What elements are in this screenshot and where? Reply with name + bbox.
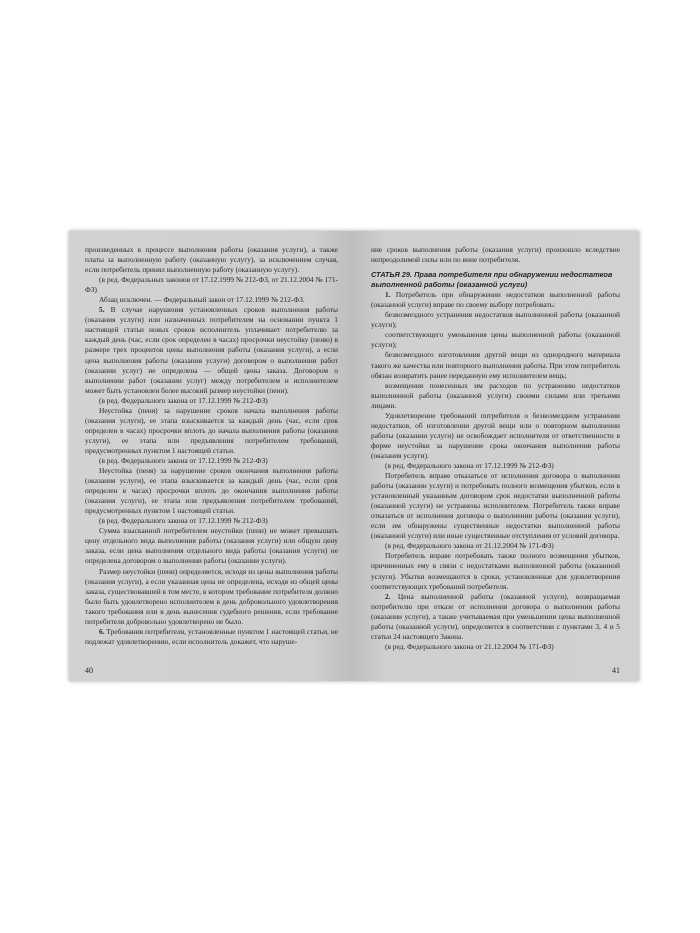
paragraph: безвозмездного устранения недостатков выполненной работы (оказанной услуги); (371, 310, 620, 330)
right-page-number: 41 (612, 665, 620, 675)
paragraph: Размер неустойки (пени) определяется, исходя из цены выполнения работы (оказания услуги), а если указанная цена не определена, исходя из общей цены заказа, существовавшей в том месте, в котором требование потребителя должно было быть удовлетворено исполнителем в день добровольного удовлетворения такого требования или в день вынесения судебного решения, если требование потребителя добровольно удовлетворено не было. (85, 566, 338, 626)
paragraph: Абзац исключен. — Федеральный закон от 17.12.1999 № 212-ФЗ. (99, 295, 305, 305)
left-page-text (85, 245, 338, 647)
paragraph: (в ред. Федеральных законов от 17.12.1999 № 212-ФЗ, от 21.12.2004 № 171-ФЗ) (85, 275, 338, 295)
clause-number: 2. (385, 591, 391, 601)
paragraph-text: Потребитель при обнаружении недостатков выполненной работы (оказанной услуги) вправе по своему выбору потребовать: (371, 290, 620, 310)
article-heading: СТАТЬЯ 29. Права потребителя при обнаружении недостатков выполненной работы (оказанной услуги) (371, 270, 613, 290)
clause-number: 1. (385, 290, 391, 300)
paragraph: соответствующего уменьшения цены выполненной работы (оказанной услуги); (371, 330, 620, 350)
paragraph (371, 592, 620, 642)
paragraph: (в ред. Федерального закона от 17.12.1999 № 212-ФЗ) (99, 395, 268, 405)
book-spread (69, 231, 639, 681)
paragraph-text: Требования потребителя, установленные пунктом 1 настоящей статьи, не подлежат удовлетворению, если исполнитель докажет, что наруше- (85, 626, 338, 646)
paragraph: ние сроков выполнения работы (оказания услуги) произошло вследствие непреодолимой силы или по вине потребителя. (371, 245, 620, 265)
paragraph (371, 290, 620, 310)
paragraph: Удовлетворение требований потребителя о безвозмездном устранении недостатков, об изготовлении другой вещи или о повторном выполнении работы (оказании услуги) не освобождает исполнителя от ответственности в форме неустойки за нарушение срока окончания выполнения работы (оказания услуги). (371, 410, 620, 460)
right-page-text (371, 245, 620, 652)
paragraph: (в ред. Федерального закона от 21.12.2004 № 171-ФЗ) (385, 541, 554, 551)
paragraph (85, 627, 338, 647)
left-page-number: 40 (85, 665, 93, 675)
left-page (69, 231, 354, 681)
paragraph: Сумма взысканной потребителем неустойки (пени) не может превышать цену отдельного вида выполнения работы (оказания услуги) или общую цену заказа, если цена выполнения отдельного вида работы (оказания услуги) не определена договором о выполнении работы (оказании услуги). (85, 526, 338, 566)
paragraph: (в ред. Федерального закона от 17.12.1999 № 212-ФЗ) (99, 455, 268, 465)
paragraph: Потребитель вправе отказаться от исполнения договора о выполнении работы (оказании услуги) и потребовать полного возмещения убытков, если в установленный указанным договором срок недостатки выполненной работы (оказанной услуги) не устранены исполнителем. Потребитель также вправе отказаться от исполнения договора о выполнении работы (оказании услуги), если им обнаружены существенные недостатки выполненной работы (оказанной услуги) или иные существенные отступления от условий договора. (371, 471, 620, 541)
paragraph-text: В случае нарушения установленных сроков выполнения работы (оказания услуги) или назначенных потребителем на основании пункта 1 настоящей статьи новых сроков исполнитель уплачивает потребителю за каждый день (час, если срок определен в часах) просрочки неустойку (пеню) в размере трех процентов цены выполнения работы (оказания услуги), а если цена выполнения работы (оказания услуги) договором о выполнении работ (оказании услуг) не определена — общей цены заказа. Договором о выполнении работ (оказании услуг) между потребителем и исполнителем может быть установлен более высокий размер неустойки (пени). (85, 305, 338, 395)
paragraph: (в ред. Федерального закона от 17.12.1999 № 212-ФЗ) (385, 460, 554, 470)
clause-number: 5. (99, 305, 105, 315)
paragraph (85, 305, 338, 395)
paragraph: (в ред. Федерального закона от 17.12.1999 № 212-ФЗ) (99, 516, 268, 526)
paragraph: Неустойка (пеня) за нарушение сроков начала выполнения работы (оказания услуги), ее этапа взыскивается за каждый день (час, если срок определен в часах) просрочки вплоть до начала выполнения работы (оказания услуги), ее этапа или предъявления потребителем требований, предусмотренных пунктом 1 настоящей статьи. (85, 405, 338, 455)
paragraph-text: Цена выполненной работы (оказанной услуги), возвращаемая потребителю при отказе от исполнения договора о выполнении работы (оказании услуги), а также учитываемая при уменьшении цены выполненной работы (оказанной услуги), определяется в соответствии с пунктами 3, 4 и 5 статьи 24 настоящего Закона. (371, 591, 620, 641)
right-page (354, 231, 639, 681)
paragraph: Неустойка (пеня) за нарушение сроков окончания выполнения работы (оказания услуги), ее этапа взыскивается за каждый день (час, если срок определен в часах) просрочки вплоть до окончания выполнения работы (оказания услуги), ее этапа или предъявления потребителем требований, предусмотренных пунктом 1 настоящей статьи. (85, 466, 338, 516)
paragraph: Потребитель вправе потребовать также полного возмещения убытков, причиненных ему в связи с недостатками выполненной работы (оказанной услуги). Убытки возмещаются в сроки, установленные для удовлетворения соответствующих требований потребителя. (371, 551, 620, 591)
clause-number: 6. (99, 626, 105, 636)
paragraph: возмещения понесенных им расходов по устранению недостатков выполненной работы (оказанной услуги) своими силами или третьими лицами. (371, 380, 620, 410)
paragraph: (в ред. Федерального закона от 21.12.2004 № 171-ФЗ) (385, 641, 554, 651)
paragraph: безвозмездного изготовления другой вещи из однородного материала такого же качества или повторного выполнения работы. При этом потребитель обязан возвратить ранее переданную ему исполнителем вещь; (371, 350, 620, 380)
paragraph: произведенных в процессе выполнения работы (оказания услуги), а также платы за выполненную работу (оказанную услугу), за исключением случая, если потребитель принял выполненную работу (оказанную услугу). (85, 245, 338, 275)
